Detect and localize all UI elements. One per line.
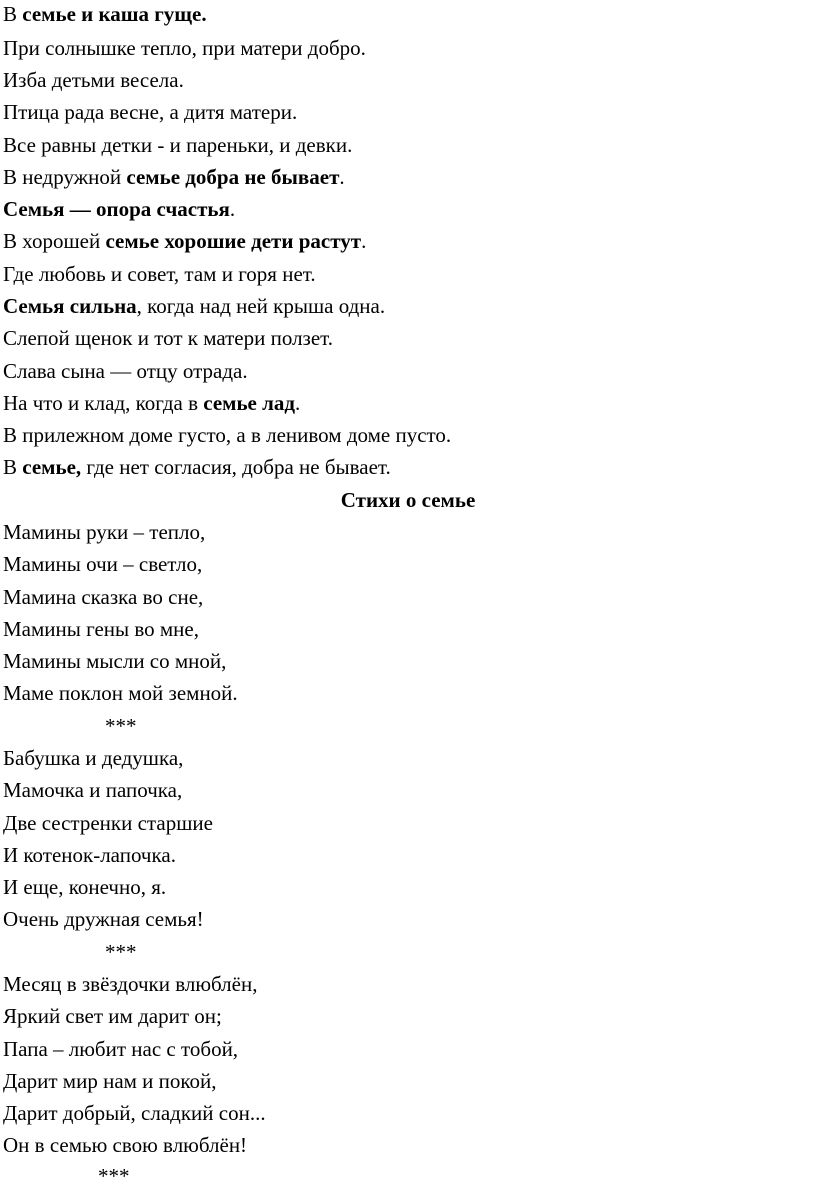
separator-stars: ***	[105, 714, 137, 738]
poem-line: И еще, конечно, я.	[3, 875, 167, 899]
poem-line: Мамины очи – светло,	[3, 552, 203, 576]
proverb-line: Птица рада весне, а дитя матери.	[3, 100, 298, 124]
proverb-line	[3, 296, 385, 317]
proverb-text: .	[295, 391, 301, 415]
poem-line: Дарит добрый, сладкий сон...	[3, 1101, 266, 1125]
poem-line: Мамины гены во мне,	[3, 617, 199, 641]
proverb-line: При солнышке тепло, при матери добро.	[3, 36, 366, 60]
proverb-line	[3, 393, 300, 414]
proverb-bold-text: Семья — опора счастья	[3, 197, 230, 221]
poem-line: Очень дружная семья!	[3, 907, 204, 931]
proverb-line	[3, 199, 235, 220]
separator-stars: ***	[98, 1164, 130, 1188]
proverb-line	[3, 457, 391, 478]
proverb-text: В хорошей	[3, 229, 106, 253]
proverb-text: В	[3, 455, 23, 479]
proverb-bold-text: семье добра не бывает	[126, 165, 340, 189]
proverb-line: Слепой щенок и тот к матери ползет.	[3, 326, 334, 350]
separator-stars: ***	[105, 940, 137, 964]
proverb-text: .	[339, 165, 345, 189]
proverb-text: .	[229, 197, 236, 221]
proverb-bold-text: семье лад	[203, 391, 296, 415]
poem-line: Дарит мир нам и покой,	[3, 1069, 217, 1093]
poems-heading: Стихи о семье	[340, 488, 476, 512]
proverb-bold-text: Семья сильна	[3, 294, 137, 318]
proverb-bold-text: семье,	[22, 455, 82, 479]
proverb-bold-text: семье хорошие дети растут	[105, 229, 362, 253]
poem-line: Мамины руки – тепло,	[3, 520, 206, 544]
proverb-text: В недружной	[3, 165, 127, 189]
poem-line: Бабушка и дедушка,	[3, 746, 184, 770]
poem-line: И котенок-лапочка.	[3, 843, 176, 867]
proverb-line	[3, 231, 366, 252]
poem-line: Папа – любит нас с тобой,	[3, 1037, 239, 1061]
proverb-line: Слава сына — отцу отрада.	[3, 359, 248, 383]
proverb-text: В	[3, 2, 23, 26]
poem-line: Две сестренки старшие	[3, 811, 213, 835]
poem-line: Мамины мысли со мной,	[3, 649, 227, 673]
proverb-text: На что и клад, когда в	[3, 391, 204, 415]
poem-line: Яркий свет им дарит он;	[3, 1004, 222, 1028]
proverb-line: Где любовь и совет, там и горя нет.	[3, 262, 316, 286]
proverb-line	[3, 4, 207, 25]
proverb-line: В прилежном доме густо, а в ленивом доме пусто.	[3, 423, 452, 447]
poem-line: Мамина сказка во сне,	[3, 585, 204, 609]
poem-line: Мамочка и папочка,	[3, 778, 183, 802]
proverb-bold-text: семье и каша гуще.	[22, 2, 207, 26]
proverb-line: Изба детьми весела.	[3, 68, 184, 92]
proverb-text: , когда над ней крыша одна.	[136, 294, 386, 318]
proverb-text: .	[361, 229, 367, 253]
proverb-line: Все равны детки - и пареньки, и девки.	[3, 133, 353, 157]
poem-line: Месяц в звёздочки влюблён,	[3, 972, 258, 996]
proverb-text: где нет согласия, добра не бывает.	[81, 455, 391, 479]
proverb-line	[3, 167, 345, 188]
poem-line: Он в семью свою влюблён!	[3, 1133, 248, 1157]
poem-line: Маме поклон мой земной.	[3, 681, 238, 705]
